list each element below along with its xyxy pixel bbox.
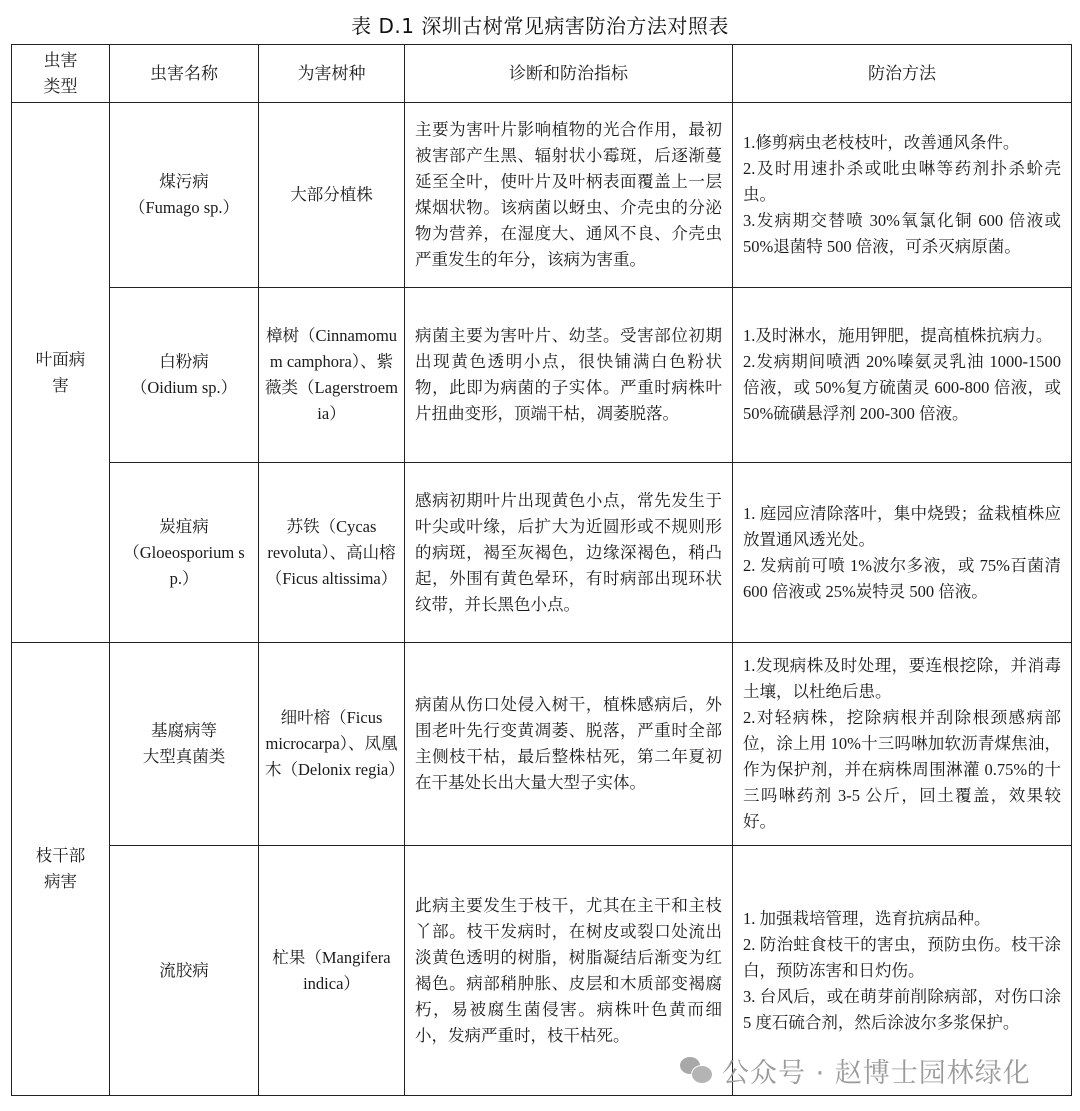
table-row xyxy=(12,103,1072,288)
methods-cell: 1.发现病株及时处理，要连根挖除，并消毒土壤，以杜绝后患。 2.对轻病株，挖除病根并刮除根颈感病部位，涂上用 10%十三吗啉加软沥青煤焦油，作为保护剂，并在病株周围淋灌 0.75%的十三吗啉药剂 3-5 公斤，回土覆盖，效果较好。 xyxy=(733,643,1072,846)
disease-control-table xyxy=(11,44,1072,1096)
header-diagnosis: 诊断和防治指标 xyxy=(405,45,733,103)
diagnosis-cell: 感病初期叶片出现黄色小点，常先发生于叶尖或叶缘，后扩大为近圆形或不规则形的病斑，褐至灰褐色，边缘深褐色，稍凸起，外围有黄色晕环，有时病部出现环状纹带，并长黑色小点。 xyxy=(405,463,733,643)
diagnosis-cell: 病菌主要为害叶片、幼茎。受害部位初期出现黄色透明小点，很快铺满白色粉状物，此即为病菌的子实体。严重时病株叶片扭曲变形，顶端干枯，凋萎脱落。 xyxy=(405,288,733,463)
pest-type-cell: 叶面病 害 xyxy=(12,103,110,643)
header-pest-type: 虫害 类型 xyxy=(12,45,110,103)
diagnosis-cell: 病菌从伤口处侵入树干，植株感病后，外围老叶先行变黄凋萎、脱落，严重时全部主侧枝干枯，最后整株枯死，第二年夏初在干基处长出大量大型子实体。 xyxy=(405,643,733,846)
pest-name-cell: 流胶病 xyxy=(110,846,259,1096)
table-row xyxy=(12,643,1072,846)
wechat-icon xyxy=(680,1055,714,1085)
diagnosis-cell: 主要为害叶片影响植物的光合作用，最初被害部产生黑、辐射状小霉斑，后逐渐蔓延至全叶，使叶片及叶柄表面覆盖上一层煤烟状物。该病菌以蚜虫、介壳虫的分泌物为营养，在湿度大、通风不良、介壳虫严重发生的年分，该病为害重。 xyxy=(405,103,733,288)
methods-cell: 1.及时淋水，施用钾肥，提高植株抗病力。 2.发病期间喷洒 20%嗪氨灵乳油 1000-1500 倍液，或 50%复方硫菌灵 600-800 倍液，或 50%硫磺悬浮剂 200-300 倍液。 xyxy=(733,288,1072,463)
methods-cell: 1. 庭园应清除落叶，集中烧毁；盆栽植株应放置通风透光处。 2. 发病前可喷 1%波尔多液，或 75%百菌清 600 倍液或 25%炭特灵 500 倍液。 xyxy=(733,463,1072,643)
host-species-cell: 杧果（Mangifera indica） xyxy=(259,846,405,1096)
pest-type-cell: 枝干部 病害 xyxy=(12,643,110,1096)
diagnosis-cell: 此病主要发生于枝干，尤其在主干和主枝丫部。枝干发病时，在树皮或裂口处流出淡黄色透明的树脂，树脂凝结后渐变为红褐色。病部稍肿胀、皮层和木质部变褐腐朽，易被腐生菌侵害。病株叶色黄而细小，发病严重时，枝干枯死。 xyxy=(405,846,733,1096)
host-species-cell: 苏铁（Cycas revoluta）、高山榕（Ficus altissima） xyxy=(259,463,405,643)
methods-cell: 1. 加强栽培管理，选育抗病品种。 2. 防治蛀食枝干的害虫，预防虫伤。枝干涂白，预防冻害和日灼伤。 3. 台风后，或在萌芽前削除病部，对伤口涂 5 度石硫合剂，然后涂波尔多浆保护。 xyxy=(733,846,1072,1096)
table-title: 表 D.1 深圳古树常见病害防治方法对照表 xyxy=(351,14,729,38)
host-species-cell: 大部分植株 xyxy=(259,103,405,288)
header-pest-name: 虫害名称 xyxy=(110,45,259,103)
pest-name-cell: 煤污病 （Fumago sp.） xyxy=(110,103,259,288)
header-row xyxy=(12,45,1072,103)
table-row xyxy=(12,288,1072,463)
watermark xyxy=(680,1050,1031,1090)
table-row xyxy=(12,463,1072,643)
pest-name-cell: 炭疽病 （Gloeosporium sp.） xyxy=(110,463,259,643)
methods-cell: 1.修剪病虫老枝枝叶，改善通风条件。 2.及时用速扑杀或吡虫啉等药剂扑杀蚧壳虫。 3.发病期交替喷 30%氧氯化铜 600 倍液或 50%退菌特 500 倍液，可杀灭病原菌。 xyxy=(733,103,1072,288)
pest-name-cell: 基腐病等 大型真菌类 xyxy=(110,643,259,846)
header-host-species: 为害树种 xyxy=(259,45,405,103)
watermark-text: 公众号 · 赵博士园林绿化 xyxy=(722,1057,1031,1089)
pest-name-cell: 白粉病 （Oidium sp.） xyxy=(110,288,259,463)
host-species-cell: 细叶榕（Ficus microcarpa）、凤凰木（Delonix regia） xyxy=(259,643,405,846)
host-species-cell: 樟树（Cinnamomum camphora）、紫薇类（Lagerstroemia） xyxy=(259,288,405,463)
header-control-methods: 防治方法 xyxy=(733,45,1072,103)
